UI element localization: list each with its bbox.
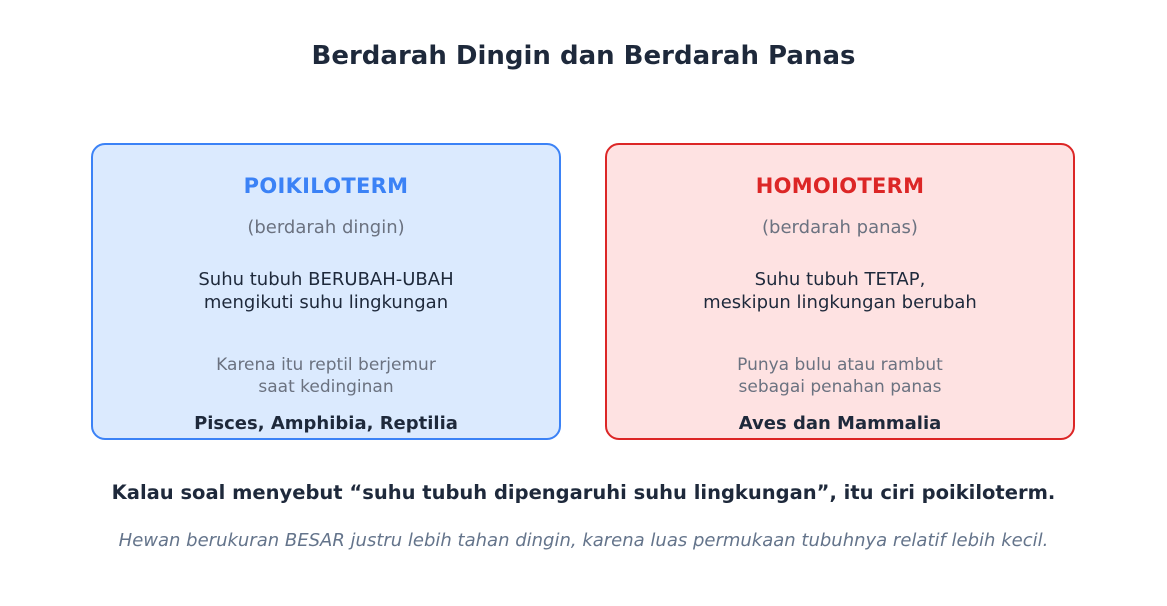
poikiloterm-subtitle: (berdarah dingin) xyxy=(247,217,405,238)
poikiloterm-note-line-1: Karena itu reptil berjemur xyxy=(216,355,436,375)
poikiloterm-note-line-2: saat kedinginan xyxy=(258,377,394,397)
homoioterm-card xyxy=(605,143,1075,440)
homoioterm-heading: HOMOIOTERM xyxy=(755,174,925,198)
homoioterm-description-line-1: Suhu tubuh TETAP, xyxy=(754,269,926,290)
homoioterm-note-line-2: sebagai penahan panas xyxy=(738,377,942,397)
homoioterm-description xyxy=(607,268,1073,314)
homoioterm-description-line-2: meskipun lingkungan berubah xyxy=(703,292,977,313)
key-point-text: Kalau soal menyebut “suhu tubuh dipengaruhi suhu lingkungan”, itu ciri poikiloterm. xyxy=(111,481,1056,504)
poikiloterm-animal-groups: Pisces, Amphibia, Reptilia xyxy=(194,413,458,434)
homoioterm-subtitle: (berdarah panas) xyxy=(762,217,918,238)
poikiloterm-description-line-2: mengikuti suhu lingkungan xyxy=(203,292,449,313)
homoioterm-note-line-1: Punya bulu atau rambut xyxy=(737,355,943,375)
homoioterm-note xyxy=(607,354,1073,398)
poikiloterm-description xyxy=(93,268,559,314)
poikiloterm-note xyxy=(93,354,559,398)
page-title: Berdarah Dingin dan Berdarah Panas xyxy=(311,41,856,71)
homoioterm-animal-groups: Aves dan Mammalia xyxy=(738,413,942,434)
poikiloterm-heading: POIKILOTERM xyxy=(243,174,409,198)
footnote-text: Hewan berukuran BESAR justru lebih tahan dingin, karena luas permukaan tubuhnya relatif lebih kecil. xyxy=(118,530,1049,551)
poikiloterm-description-line-1: Suhu tubuh BERUBAH-UBAH xyxy=(198,269,454,290)
poikiloterm-card xyxy=(91,143,561,440)
